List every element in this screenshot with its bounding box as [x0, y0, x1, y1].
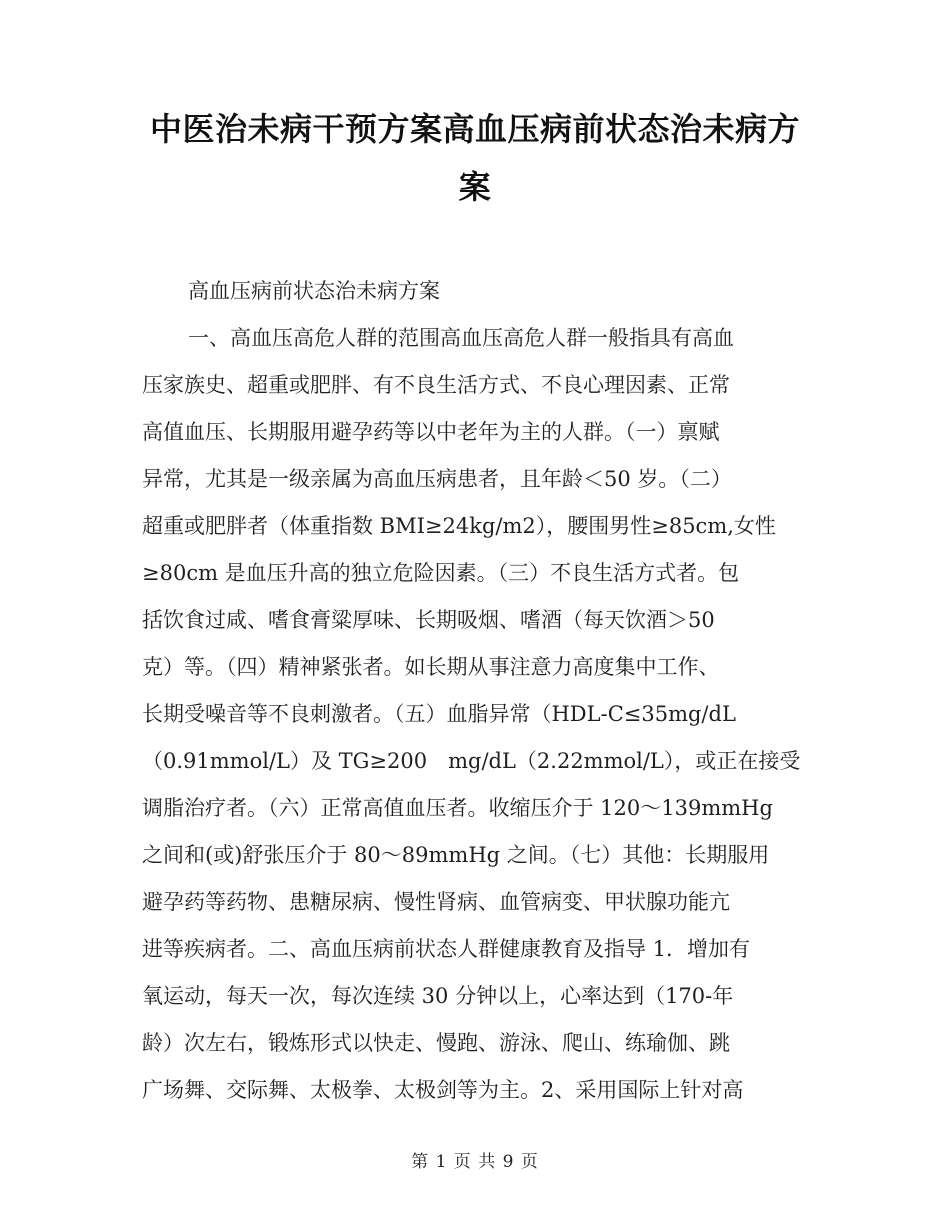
- page-number: 第 1 页 共 9 页: [411, 1152, 539, 1172]
- body-line: 之间和(或)舒张压介于 80～89mmHg 之间。（七）其他：长期服用: [142, 843, 770, 867]
- body-line: （0.91mmol/L）及 TG≥200 mg/dL（2.22mmol/L），或正在接受: [142, 749, 801, 773]
- body-line: 括饮食过咸、嗜食膏粱厚味、长期吸烟、嗜酒（每天饮酒＞50: [142, 608, 715, 632]
- body-line: 进等疾病者。二、高血压病前状态人群健康教育及指导 1．增加有: [142, 937, 751, 961]
- section-heading: 高血压病前状态治未病方案: [188, 279, 440, 303]
- body-line: 压家族史、超重或肥胖、有不良生活方式、不良心理因素、正常: [142, 373, 730, 397]
- body-line: 调脂治疗者。（六）正常高值血压者。收缩压介于 120～139mmHg: [142, 796, 773, 820]
- body-line: ≥80cm 是血压升高的独立危险因素。（三）不良生活方式者。包: [142, 561, 740, 585]
- body-line: 氧运动，每天一次，每次连续 30 分钟以上，心率达到（170-年: [142, 984, 734, 1008]
- body-line: 广场舞、交际舞、太极拳、太极剑等为主。2、采用国际上针对高: [142, 1078, 744, 1102]
- body-line: 超重或肥胖者（体重指数 BMI≥24kg/m2），腰围男性≥85cm,女性: [142, 514, 776, 538]
- body-line: 异常，尤其是一级亲属为高血压病患者，且年龄＜50 岁。（二）: [142, 467, 732, 491]
- body-line: 龄）次左右，锻炼形式以快走、慢跑、游泳、爬山、练瑜伽、跳: [142, 1031, 730, 1055]
- body-line: 克）等。（四）精神紧张者。如长期从事注意力高度集中工作、: [142, 655, 720, 679]
- document-title: 中医治未病干预方案高血压病前状态治未病方案: [149, 110, 800, 206]
- body-line: 避孕药等药物、患糖尿病、慢性肾病、血管病变、甲状腺功能亢: [142, 890, 730, 914]
- body-line: 一、高血压高危人群的范围高血压高危人群一般指具有高血: [188, 326, 734, 350]
- body-line: 高值血压、长期服用避孕药等以中老年为主的人群。（一）禀赋: [142, 420, 720, 444]
- document-body: [142, 268, 808, 1114]
- body-line: 长期受噪音等不良刺激者。（五）血脂异常（HDL-C≤35mg/dL: [142, 702, 736, 726]
